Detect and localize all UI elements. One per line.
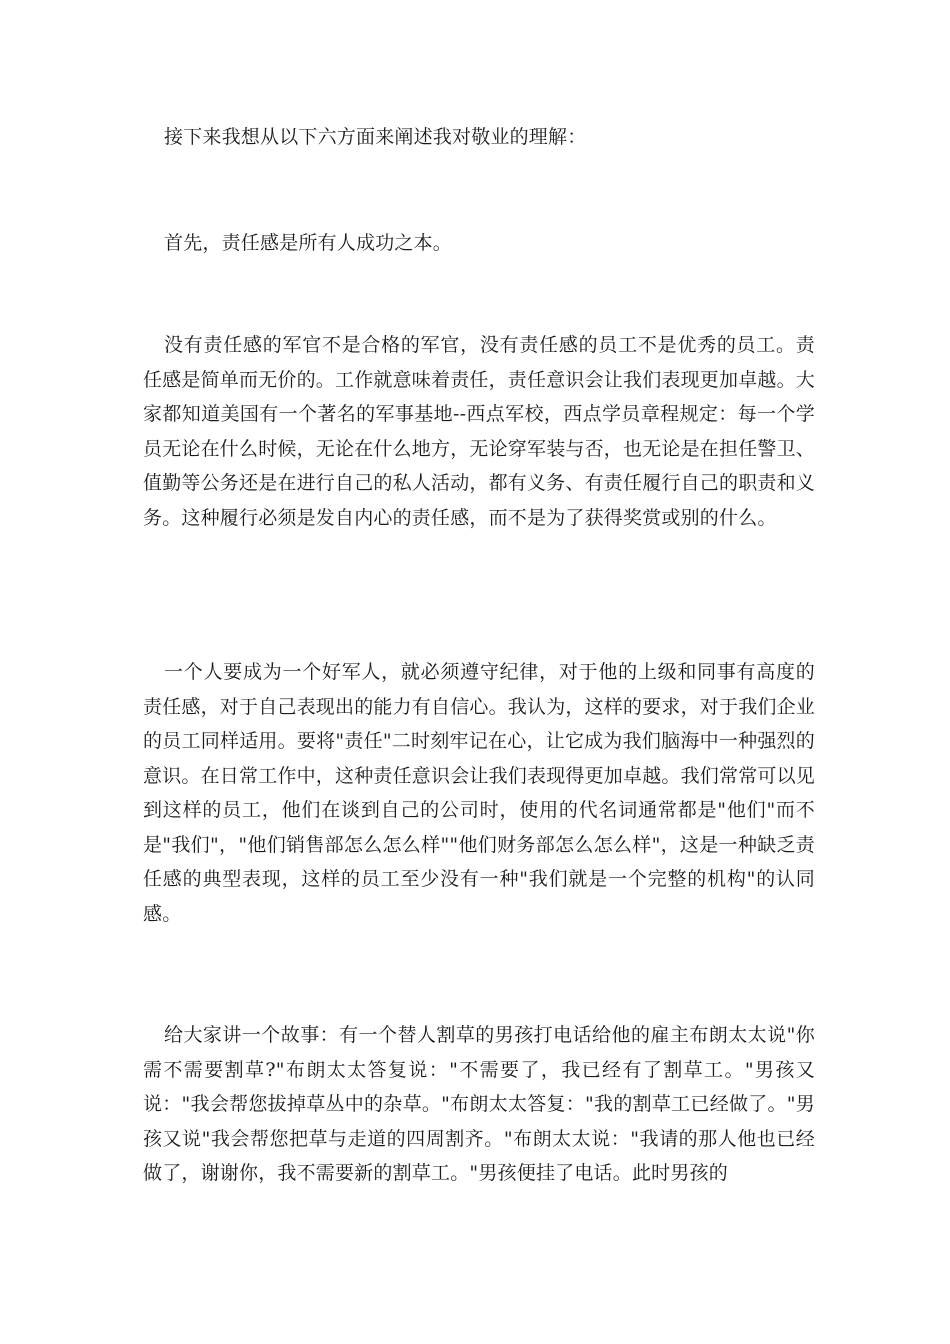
paragraph-first-point: 首先，责任感是所有人成功之本。 — [164, 232, 453, 254]
paragraph-responsibility: 没有责任感的军官不是合格的军官，没有责任感的员工不是优秀的员工。责任感是简单而无价的。工作就意味着责任，责任意识会让我们表现更加卓越。大家都知道美国有一个著名的军事基地--西点军校，西点学员章程规定：每一个学员无论在什么时候，无论在什么地方，无论穿军装与否，也无论是在担任警卫、值勤等公务还是在进行自己的私人活动，都有义务、有责任履行自己的职责和义务。这种履行必须是发自内心的责任感，而不是为了获得奖赏或别的什么。 — [143, 334, 816, 529]
paragraph-story: 给大家讲一个故事：有一个替人割草的男孩打电话给他的雇主布朗太太说"你需不需要割草?"布朗太太答复说："不需要了，我已经有了割草工。"男孩又说："我会帮您拔掉草丛中的杂草。"布朗太太答复："我的割草工已经做了。"男孩又说"我会帮您把草与走道的四周割齐。"布朗太太说："我请的那人他也已经做了，谢谢你，我不需要新的割草工。"男孩便挂了电话。此时男孩的 — [143, 1024, 815, 1184]
paragraph-good-soldier: 一个人要成为一个好军人，就必须遵守纪律，对于他的上级和同事有高度的责任感，对于自己表现出的能力有自信心。我认为，这样的要求，对于我们企业的员工同样适用。要将"责任"二时刻牢记在心，让它成为我们脑海中一种强烈的意识。在日常工作中，这种责任意识会让我们表现得更加卓越。我们常常可以见到这样的员工，他们在谈到自己的公司时，使用的代名词通常都是"他们"而不是"我们"，"他们销售部怎么怎么样""他们财务部怎么怎么样"，这是一种缺乏责任感的典型表现，这样的员工至少没有一种"我们就是一个完整的机构"的认同感。 — [143, 661, 816, 925]
paragraph-intro: 接下来我想从以下六方面来阐述我对敬业的理解： — [164, 126, 587, 148]
